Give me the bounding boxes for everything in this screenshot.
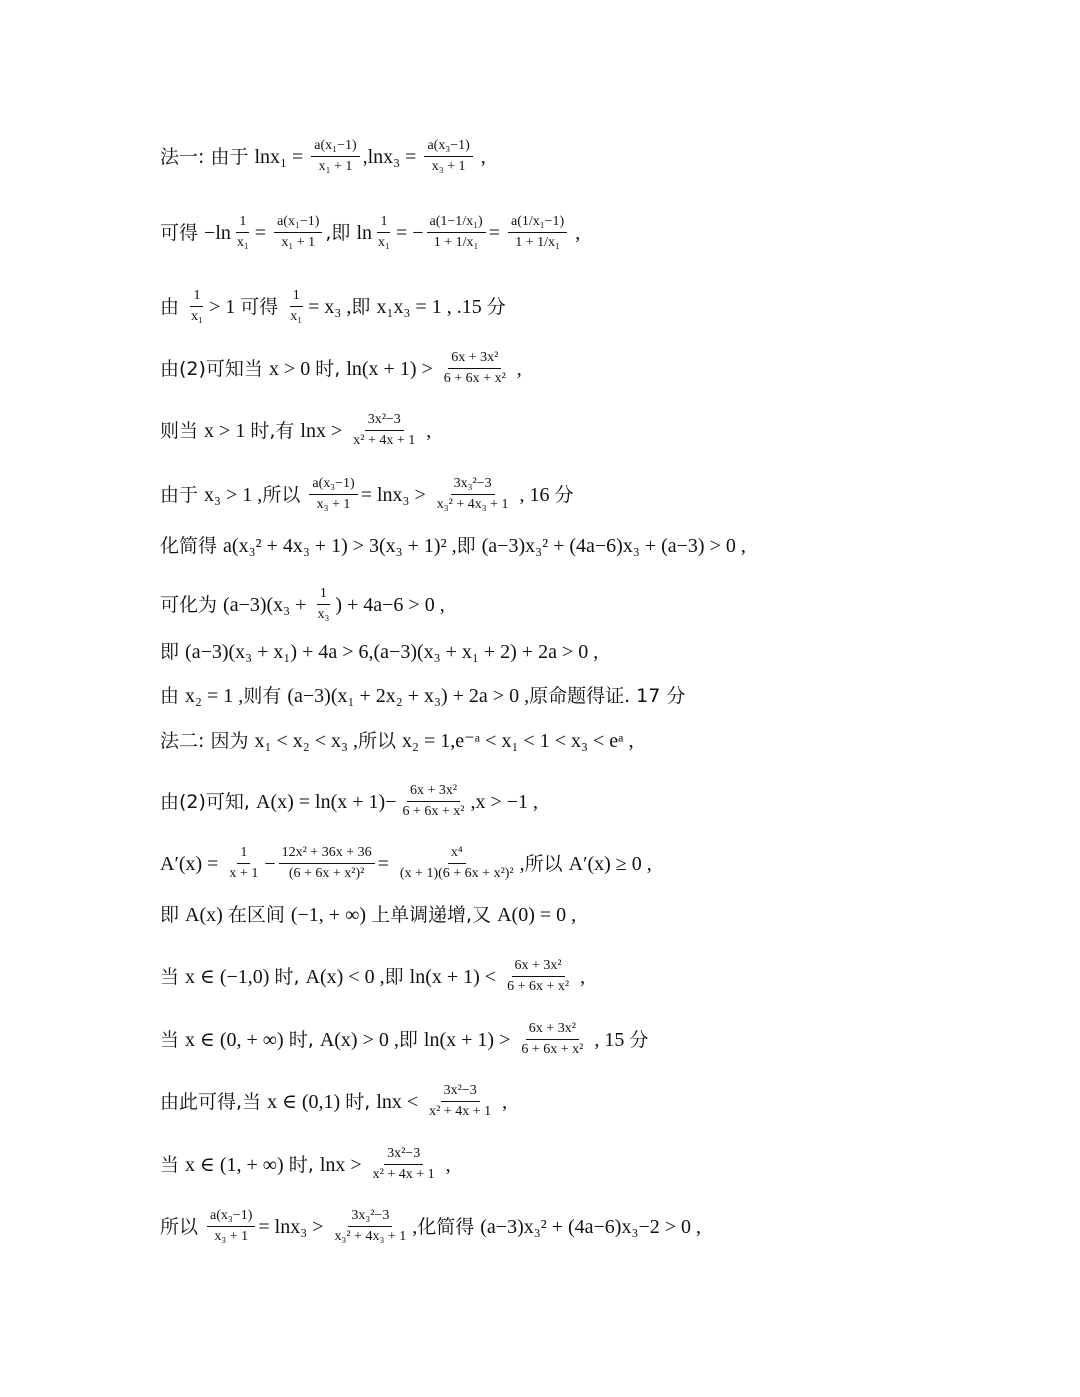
fraction-numerator: 1 <box>236 214 249 233</box>
fraction <box>375 214 393 251</box>
math-expression: = − <box>395 221 424 244</box>
text-line <box>160 534 746 558</box>
chinese-text: 由此可得,当 <box>160 1090 268 1113</box>
chinese-text: 分 <box>554 483 574 506</box>
math-expression: , 15 <box>589 1028 630 1051</box>
fraction-denominator: x₁ + 1 <box>318 159 353 174</box>
chinese-text: 即 <box>384 965 410 988</box>
chinese-text: 由 <box>160 685 186 707</box>
text-line <box>160 412 431 449</box>
fraction <box>207 1208 255 1245</box>
chinese-text: 所以 <box>160 1215 205 1238</box>
fraction <box>397 845 517 882</box>
text-line <box>160 476 574 513</box>
fraction-denominator: x₁ <box>191 309 203 324</box>
chinese-text: 时, <box>345 1090 377 1113</box>
math-expression: (a−3)x₃² + (4a−6)x₃−2 > 0 , <box>480 1215 701 1238</box>
fraction-denominator: x₁ <box>290 309 303 324</box>
fraction-numerator: a(1−1/x₁) <box>427 214 486 233</box>
chinese-text: 可得 <box>160 221 205 244</box>
fraction-denominator: x₃ + 1 <box>214 1229 249 1244</box>
chinese-text: 即 <box>351 295 377 318</box>
text-line <box>160 903 576 927</box>
text-line <box>160 729 634 753</box>
text-line <box>160 1146 451 1183</box>
fraction-denominator: x₃ + 1 <box>431 159 466 174</box>
chinese-text: 则当 <box>160 419 205 442</box>
fraction-denominator: x₃² + 4x₃ + 1 <box>436 497 509 512</box>
fraction <box>226 845 261 882</box>
chinese-text: 在区间 <box>227 904 291 926</box>
fraction-denominator: x + 1 <box>229 866 259 881</box>
chinese-text: 即 <box>160 641 186 663</box>
math-expression: lnx > <box>319 1153 367 1176</box>
chinese-text: 化简得 <box>417 1215 481 1238</box>
chinese-text: 时, <box>274 965 306 988</box>
fraction-numerator: 1 <box>317 586 330 605</box>
fraction-numerator: a(x₃−1) <box>309 476 357 495</box>
fraction-denominator: x₁ <box>378 235 390 250</box>
fraction-denominator: 6 + 6x + x² <box>402 804 465 819</box>
chinese-text: 即 <box>398 1028 424 1051</box>
fraction <box>279 845 375 882</box>
text-line <box>160 640 598 664</box>
math-expression: , 16 <box>514 483 555 506</box>
math-expression: lnx₁ = <box>254 145 309 168</box>
math-expression: ln(x + 1) > <box>346 357 438 380</box>
fraction-denominator: 6 + 6x + x² <box>443 371 506 386</box>
fraction-denominator: x₃ + 1 <box>316 497 351 512</box>
math-expression: (a−3)(x₃ + <box>223 593 312 616</box>
fraction-numerator: 6x + 3x² <box>512 958 565 977</box>
fraction-denominator: 1 + 1/x₁ <box>515 235 560 250</box>
math-expression: A(x) = ln(x + 1)− <box>256 790 397 813</box>
math-expression: x ∈ (1, + ∞) <box>185 1153 289 1176</box>
fraction-denominator: 6 + 6x + x² <box>507 979 570 994</box>
fraction-numerator: 1 <box>377 214 390 233</box>
fraction <box>287 288 305 325</box>
fraction <box>234 214 252 251</box>
math-expression: x₁x₃ = 1 , .15 <box>376 295 487 318</box>
chinese-text: 分 <box>486 295 506 318</box>
math-expression: lnx < <box>376 1090 424 1113</box>
math-expression: (a−3)(x₃ + x₁) + 4a > 6,(a−3)(x₃ + x₁ + 2) + 2a > 0 , <box>185 641 599 663</box>
text-line <box>160 1208 701 1245</box>
math-expression: (−1, + ∞) <box>290 904 371 926</box>
fraction <box>350 412 418 449</box>
text-line <box>160 288 506 325</box>
fraction-numerator: 3x²−3 <box>441 1083 480 1102</box>
fraction <box>331 1208 409 1245</box>
chinese-text: 时, <box>288 1153 320 1176</box>
chinese-text: 由 <box>160 295 186 318</box>
fraction <box>188 288 206 325</box>
math-expression: ln <box>356 221 373 244</box>
chinese-text: 所以 <box>262 483 307 506</box>
chinese-text: 上单调递增,又 <box>371 904 498 926</box>
text-line <box>160 783 538 820</box>
math-expression: , <box>412 1215 418 1238</box>
math-expression: A′(x) ≥ 0 , <box>568 852 652 875</box>
math-expression: x ∈ (0,1) <box>267 1090 346 1113</box>
math-expression: x₁ < x₂ < x₃ , <box>254 730 358 752</box>
fraction-denominator: (x + 1)(6 + 6x + x²)² <box>399 866 514 881</box>
chinese-text: 当 <box>160 965 186 988</box>
fraction <box>426 1083 494 1120</box>
math-expression: A′(x) = <box>160 852 224 875</box>
math-expression: ln(x + 1) > <box>423 1028 516 1051</box>
fraction <box>314 586 332 623</box>
fraction-numerator: 3x₃²−3 <box>451 476 495 495</box>
chinese-text: 所以 <box>357 730 403 752</box>
math-expression: − <box>264 852 276 875</box>
math-expression: , <box>440 1153 451 1176</box>
chinese-text: 化简得 <box>160 535 224 557</box>
chinese-text: 法一: 由于 <box>160 145 255 168</box>
chinese-text: 原命题得证. 17 分 <box>529 685 686 707</box>
math-expression: , <box>475 145 486 168</box>
math-expression: = lnx₃ > <box>360 483 431 506</box>
math-expression: = <box>377 852 394 875</box>
fraction-denominator: x₃ <box>317 607 330 622</box>
text-line <box>160 1083 507 1120</box>
fraction-denominator: 6 + 6x + x² <box>521 1042 584 1057</box>
fraction <box>311 138 359 175</box>
fraction-denominator: (6 + 6x + x²)² <box>288 866 365 881</box>
math-expression: x₂ = 1,e⁻ᵃ < x₁ < 1 < x₃ < eᵃ , <box>402 730 634 752</box>
chinese-text: 时, <box>288 1028 320 1051</box>
math-expression: A(x) > 0 , <box>319 1028 399 1051</box>
chinese-text: 当 <box>160 1153 186 1176</box>
chinese-text: 由(2)可知当 <box>160 357 269 380</box>
math-expression: ln(x + 1) < <box>409 965 502 988</box>
math-expression: (a−3)(x₁ + 2x₂ + x₃) + 2a > 0 , <box>287 685 530 707</box>
chinese-text: 所以 <box>524 852 569 875</box>
chinese-text: 时,有 <box>250 419 301 442</box>
math-expression: x ∈ (−1,0) <box>185 965 275 988</box>
text-line <box>160 684 685 708</box>
chinese-text: 则有 <box>243 685 288 707</box>
text-line <box>160 350 522 387</box>
math-expression: = <box>488 221 505 244</box>
fraction-numerator: 6x + 3x² <box>407 783 460 802</box>
fraction <box>518 1021 586 1058</box>
fraction <box>424 138 472 175</box>
math-expression: A(x) < 0 , <box>305 965 385 988</box>
fraction-denominator: 1 + 1/x₁ <box>433 235 479 250</box>
fraction-numerator: 3x²−3 <box>384 1146 423 1165</box>
math-expression: x > 0 <box>268 357 316 380</box>
text-line <box>160 958 585 995</box>
chinese-text: 可化为 <box>160 593 224 616</box>
text-line <box>160 214 580 251</box>
text-line <box>160 586 445 623</box>
fraction-numerator: a(x₃−1) <box>207 1208 255 1227</box>
math-expression: , <box>511 357 522 380</box>
math-expression: x₂ = 1 , <box>185 685 244 707</box>
math-expression: x > 1 <box>204 419 251 442</box>
chinese-text: 即 <box>160 904 186 926</box>
math-expression: = x₃ , <box>308 295 352 318</box>
chinese-text: 法二: 因为 <box>160 730 255 752</box>
math-expression: > 1 <box>208 295 241 318</box>
math-expression: = <box>254 221 272 244</box>
math-expression: ,x > −1 , <box>470 790 539 813</box>
math-expression: , <box>519 852 525 875</box>
fraction-numerator: 1 <box>237 845 250 864</box>
fraction <box>441 350 509 387</box>
fraction-numerator: 12x² + 36x + 36 <box>279 845 375 864</box>
fraction-numerator: a(1/x₁−1) <box>508 214 567 233</box>
chinese-text: ,即 <box>325 221 357 244</box>
math-expression: x₃ > 1 , <box>204 483 263 506</box>
fraction-numerator: a(x₃−1) <box>424 138 472 157</box>
math-expression: x ∈ (0, + ∞) <box>185 1028 289 1051</box>
math-expression: a(x₃² + 4x₃ + 1) > 3(x₃ + 1)² , <box>223 535 457 557</box>
fraction-denominator: x² + 4x + 1 <box>353 433 416 448</box>
math-expression: , <box>497 1090 508 1113</box>
math-expression: A(0) = 0 , <box>497 904 577 926</box>
fraction <box>274 214 322 251</box>
fraction-numerator: 1 <box>190 288 203 307</box>
fraction-numerator: 1 <box>290 288 303 307</box>
math-expression: lnx > <box>300 419 348 442</box>
chinese-text: 由于 <box>160 483 205 506</box>
fraction <box>427 214 486 251</box>
fraction-numerator: a(x₁−1) <box>274 214 322 233</box>
math-expression: , <box>570 221 581 244</box>
fraction <box>508 214 567 251</box>
chinese-text: 由(2)可知, <box>160 790 256 813</box>
text-line <box>160 1021 648 1058</box>
fraction-denominator: x₁ + 1 <box>281 235 316 250</box>
fraction-numerator: 6x + 3x² <box>526 1021 579 1040</box>
fraction <box>504 958 572 995</box>
math-expression: −ln <box>204 221 231 244</box>
fraction-numerator: 3x²−3 <box>365 412 404 431</box>
fraction-numerator: a(x₁−1) <box>311 138 359 157</box>
fraction <box>370 1146 438 1183</box>
chinese-text: 时, <box>315 357 347 380</box>
chinese-text: 当 <box>160 1028 186 1051</box>
math-expression: (a−3)x₃² + (4a−6)x₃ + (a−3) > 0 , <box>481 535 746 557</box>
chinese-text: 可得 <box>240 295 285 318</box>
math-expression: , <box>421 419 432 442</box>
fraction-numerator: 6x + 3x² <box>448 350 501 369</box>
text-line <box>160 138 486 175</box>
fraction-denominator: x² + 4x + 1 <box>429 1104 492 1119</box>
chinese-text: 即 <box>456 535 482 557</box>
fraction-denominator: x₁ <box>236 235 249 250</box>
math-expression: = lnx₃ > <box>258 1215 329 1238</box>
fraction <box>434 476 512 513</box>
fraction <box>399 783 467 820</box>
math-expression: A(x) <box>185 904 228 926</box>
math-expression: ,lnx₃ = <box>362 145 422 168</box>
fraction-numerator: x⁴ <box>448 845 466 864</box>
text-line <box>160 845 652 882</box>
math-expression: , <box>575 965 586 988</box>
chinese-text: 分 <box>629 1028 649 1051</box>
fraction-denominator: x² + 4x + 1 <box>372 1167 435 1182</box>
fraction <box>309 476 357 513</box>
fraction-numerator: 3x₃²−3 <box>348 1208 392 1227</box>
math-expression: ) + 4a−6 > 0 , <box>335 593 445 616</box>
fraction-denominator: x₃² + 4x₃ + 1 <box>334 1229 407 1244</box>
